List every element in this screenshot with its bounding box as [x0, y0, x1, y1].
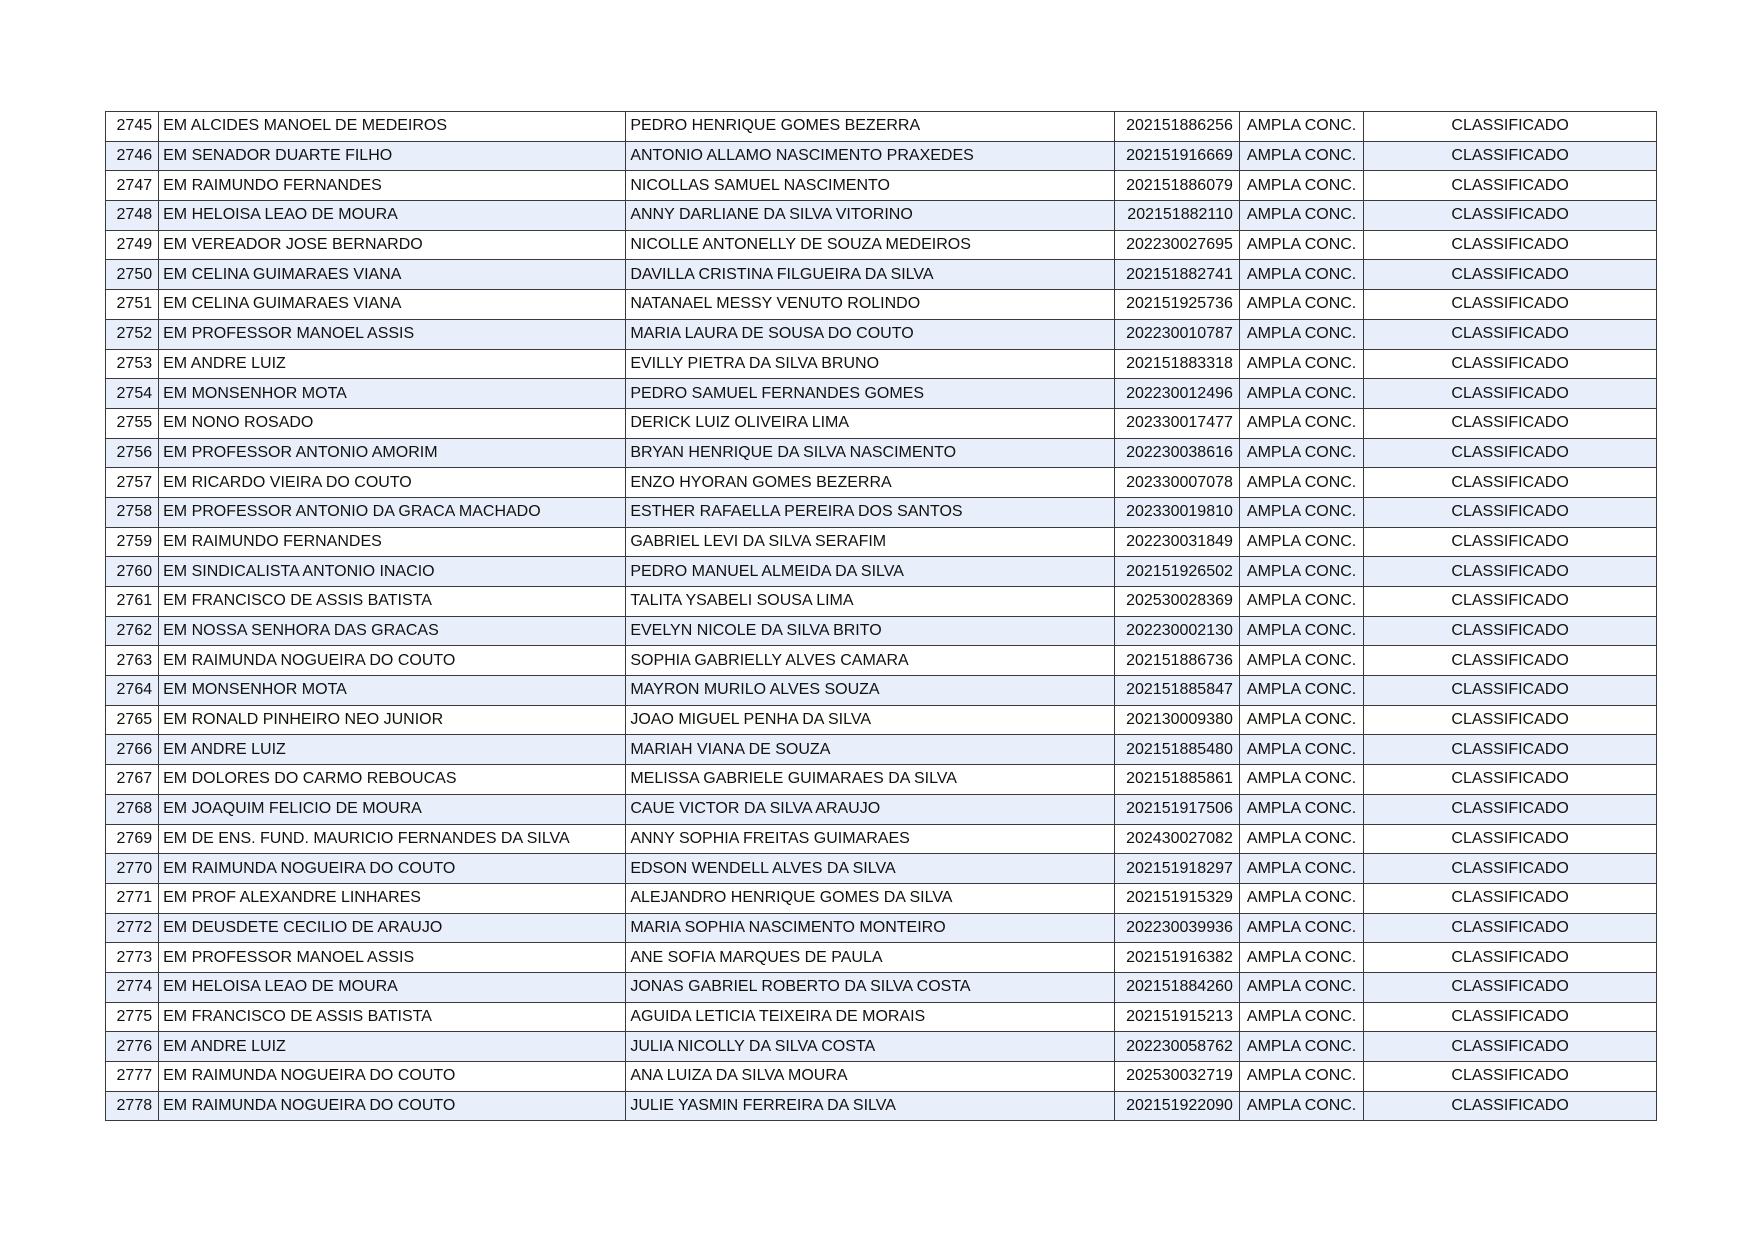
student-name: ANNY SOPHIA FREITAS GUIMARAES: [626, 824, 1114, 854]
student-name: MAYRON MURILO ALVES SOUZA: [626, 676, 1114, 706]
registration-number: 202230027695: [1114, 230, 1239, 260]
student-name: ENZO HYORAN GOMES BEZERRA: [626, 468, 1114, 498]
status-text: CLASSIFICADO: [1364, 349, 1657, 379]
registration-number: 202151882741: [1114, 260, 1239, 290]
row-number: 2761: [106, 587, 159, 617]
school-name: EM RONALD PINHEIRO NEO JUNIOR: [159, 705, 626, 735]
school-name: EM SENADOR DUARTE FILHO: [159, 141, 626, 171]
student-name: JONAS GABRIEL ROBERTO DA SILVA COSTA: [626, 972, 1114, 1002]
school-name: EM NOSSA SENHORA DAS GRACAS: [159, 616, 626, 646]
table-row: [106, 497, 1657, 527]
school-name: EM NONO ROSADO: [159, 408, 626, 438]
quota-type: AMPLA CONC.: [1239, 705, 1363, 735]
registration-number: 202330007078: [1114, 468, 1239, 498]
status-text: CLASSIFICADO: [1364, 557, 1657, 587]
registration-number: 202151885480: [1114, 735, 1239, 765]
student-name: JULIE YASMIN FERREIRA DA SILVA: [626, 1091, 1114, 1121]
table-row: [106, 349, 1657, 379]
quota-type: AMPLA CONC.: [1239, 557, 1363, 587]
student-name: PEDRO SAMUEL FERNANDES GOMES: [626, 379, 1114, 409]
student-name: CAUE VICTOR DA SILVA ARAUJO: [626, 794, 1114, 824]
quota-type: AMPLA CONC.: [1239, 854, 1363, 884]
registration-number: 202230010787: [1114, 319, 1239, 349]
school-name: EM CELINA GUIMARAES VIANA: [159, 260, 626, 290]
quota-type: AMPLA CONC.: [1239, 765, 1363, 795]
table-row: [106, 705, 1657, 735]
school-name: EM DEUSDETE CECILIO DE ARAUJO: [159, 913, 626, 943]
table-row: [106, 972, 1657, 1002]
table-row: [106, 527, 1657, 557]
status-text: CLASSIFICADO: [1364, 112, 1657, 142]
registration-number: 202151916382: [1114, 943, 1239, 973]
table-row: [106, 1032, 1657, 1062]
quota-type: AMPLA CONC.: [1239, 794, 1363, 824]
table-row: [106, 379, 1657, 409]
quota-type: AMPLA CONC.: [1239, 1091, 1363, 1121]
school-name: EM PROFESSOR MANOEL ASSIS: [159, 943, 626, 973]
school-name: EM MONSENHOR MOTA: [159, 676, 626, 706]
row-number: 2772: [106, 913, 159, 943]
status-text: CLASSIFICADO: [1364, 171, 1657, 201]
quota-type: AMPLA CONC.: [1239, 438, 1363, 468]
row-number: 2745: [106, 112, 159, 142]
table-row: [106, 735, 1657, 765]
school-name: EM HELOISA LEAO DE MOURA: [159, 201, 626, 231]
row-number: 2763: [106, 646, 159, 676]
student-name: ANE SOFIA MARQUES DE PAULA: [626, 943, 1114, 973]
status-text: CLASSIFICADO: [1364, 1062, 1657, 1092]
row-number: 2768: [106, 794, 159, 824]
registration-number: 202151925736: [1114, 290, 1239, 320]
registration-number: 202151915329: [1114, 883, 1239, 913]
status-text: CLASSIFICADO: [1364, 735, 1657, 765]
registration-number: 202330017477: [1114, 408, 1239, 438]
row-number: 2754: [106, 379, 159, 409]
quota-type: AMPLA CONC.: [1239, 1002, 1363, 1032]
table-row: [106, 1091, 1657, 1121]
row-number: 2759: [106, 527, 159, 557]
school-name: EM ANDRE LUIZ: [159, 1032, 626, 1062]
status-text: CLASSIFICADO: [1364, 260, 1657, 290]
quota-type: AMPLA CONC.: [1239, 616, 1363, 646]
table-row: [106, 201, 1657, 231]
quota-type: AMPLA CONC.: [1239, 171, 1363, 201]
quota-type: AMPLA CONC.: [1239, 883, 1363, 913]
table-row: [106, 557, 1657, 587]
status-text: CLASSIFICADO: [1364, 854, 1657, 884]
row-number: 2764: [106, 676, 159, 706]
row-number: 2765: [106, 705, 159, 735]
status-text: CLASSIFICADO: [1364, 408, 1657, 438]
registration-number: 202230031849: [1114, 527, 1239, 557]
registration-number: 202151886079: [1114, 171, 1239, 201]
registration-number: 202151922090: [1114, 1091, 1239, 1121]
table-row: [106, 913, 1657, 943]
row-number: 2776: [106, 1032, 159, 1062]
school-name: EM ANDRE LUIZ: [159, 735, 626, 765]
school-name: EM HELOISA LEAO DE MOURA: [159, 972, 626, 1002]
registration-number: 202151915213: [1114, 1002, 1239, 1032]
student-name: TALITA YSABELI SOUSA LIMA: [626, 587, 1114, 617]
school-name: EM RAIMUNDA NOGUEIRA DO COUTO: [159, 1091, 626, 1121]
registration-number: 202151918297: [1114, 854, 1239, 884]
registration-number: 202151884260: [1114, 972, 1239, 1002]
quota-type: AMPLA CONC.: [1239, 379, 1363, 409]
quota-type: AMPLA CONC.: [1239, 468, 1363, 498]
status-text: CLASSIFICADO: [1364, 883, 1657, 913]
school-name: EM ANDRE LUIZ: [159, 349, 626, 379]
student-name: PEDRO HENRIQUE GOMES BEZERRA: [626, 112, 1114, 142]
row-number: 2777: [106, 1062, 159, 1092]
status-text: CLASSIFICADO: [1364, 765, 1657, 795]
status-text: CLASSIFICADO: [1364, 705, 1657, 735]
table-row: [106, 171, 1657, 201]
status-text: CLASSIFICADO: [1364, 913, 1657, 943]
student-name: ANTONIO ALLAMO NASCIMENTO PRAXEDES: [626, 141, 1114, 171]
school-name: EM JOAQUIM FELICIO DE MOURA: [159, 794, 626, 824]
status-text: CLASSIFICADO: [1364, 616, 1657, 646]
table-row: [106, 112, 1657, 142]
quota-type: AMPLA CONC.: [1239, 676, 1363, 706]
row-number: 2775: [106, 1002, 159, 1032]
student-name: MARIA LAURA DE SOUSA DO COUTO: [626, 319, 1114, 349]
quota-type: AMPLA CONC.: [1239, 230, 1363, 260]
school-name: EM DOLORES DO CARMO REBOUCAS: [159, 765, 626, 795]
status-text: CLASSIFICADO: [1364, 230, 1657, 260]
table-row: [106, 290, 1657, 320]
school-name: EM MONSENHOR MOTA: [159, 379, 626, 409]
row-number: 2766: [106, 735, 159, 765]
table-row: [106, 468, 1657, 498]
school-name: EM SINDICALISTA ANTONIO INACIO: [159, 557, 626, 587]
status-text: CLASSIFICADO: [1364, 1002, 1657, 1032]
school-name: EM RAIMUNDO FERNANDES: [159, 527, 626, 557]
row-number: 2769: [106, 824, 159, 854]
registration-number: 202151916669: [1114, 141, 1239, 171]
school-name: EM PROF ALEXANDRE LINHARES: [159, 883, 626, 913]
status-text: CLASSIFICADO: [1364, 1032, 1657, 1062]
registration-number: 202530032719: [1114, 1062, 1239, 1092]
student-name: ANNY DARLIANE DA SILVA VITORINO: [626, 201, 1114, 231]
table-row: [106, 230, 1657, 260]
quota-type: AMPLA CONC.: [1239, 527, 1363, 557]
registration-number: 202151882110: [1114, 201, 1239, 231]
row-number: 2752: [106, 319, 159, 349]
table-row: [106, 824, 1657, 854]
registration-number: 202151926502: [1114, 557, 1239, 587]
quota-type: AMPLA CONC.: [1239, 112, 1363, 142]
row-number: 2749: [106, 230, 159, 260]
quota-type: AMPLA CONC.: [1239, 943, 1363, 973]
student-name: AGUIDA LETICIA TEIXEIRA DE MORAIS: [626, 1002, 1114, 1032]
status-text: CLASSIFICADO: [1364, 794, 1657, 824]
status-text: CLASSIFICADO: [1364, 319, 1657, 349]
student-name: GABRIEL LEVI DA SILVA SERAFIM: [626, 527, 1114, 557]
school-name: EM FRANCISCO DE ASSIS BATISTA: [159, 1002, 626, 1032]
table-row: [106, 646, 1657, 676]
status-text: CLASSIFICADO: [1364, 676, 1657, 706]
table-row: [106, 616, 1657, 646]
status-text: CLASSIFICADO: [1364, 201, 1657, 231]
row-number: 2751: [106, 290, 159, 320]
school-name: EM ALCIDES MANOEL DE MEDEIROS: [159, 112, 626, 142]
row-number: 2770: [106, 854, 159, 884]
table-row: [106, 1062, 1657, 1092]
row-number: 2748: [106, 201, 159, 231]
student-name: ESTHER RAFAELLA PEREIRA DOS SANTOS: [626, 497, 1114, 527]
status-text: CLASSIFICADO: [1364, 972, 1657, 1002]
registration-number: 202330019810: [1114, 497, 1239, 527]
registration-number: 202230039936: [1114, 913, 1239, 943]
registration-number: 202151886256: [1114, 112, 1239, 142]
student-name: NATANAEL MESSY VENUTO ROLINDO: [626, 290, 1114, 320]
row-number: 2747: [106, 171, 159, 201]
quota-type: AMPLA CONC.: [1239, 824, 1363, 854]
row-number: 2746: [106, 141, 159, 171]
row-number: 2750: [106, 260, 159, 290]
school-name: EM RICARDO VIEIRA DO COUTO: [159, 468, 626, 498]
quota-type: AMPLA CONC.: [1239, 1032, 1363, 1062]
registration-number: 202151917506: [1114, 794, 1239, 824]
school-name: EM RAIMUNDA NOGUEIRA DO COUTO: [159, 646, 626, 676]
school-name: EM PROFESSOR ANTONIO AMORIM: [159, 438, 626, 468]
row-number: 2773: [106, 943, 159, 973]
school-name: EM PROFESSOR MANOEL ASSIS: [159, 319, 626, 349]
student-name: ALEJANDRO HENRIQUE GOMES DA SILVA: [626, 883, 1114, 913]
registration-number: 202430027082: [1114, 824, 1239, 854]
school-name: EM RAIMUNDA NOGUEIRA DO COUTO: [159, 1062, 626, 1092]
table-row: [106, 438, 1657, 468]
quota-type: AMPLA CONC.: [1239, 913, 1363, 943]
row-number: 2756: [106, 438, 159, 468]
quota-type: AMPLA CONC.: [1239, 141, 1363, 171]
quota-type: AMPLA CONC.: [1239, 646, 1363, 676]
student-name: NICOLLE ANTONELLY DE SOUZA MEDEIROS: [626, 230, 1114, 260]
quota-type: AMPLA CONC.: [1239, 497, 1363, 527]
table-row: [106, 408, 1657, 438]
student-name: EDSON WENDELL ALVES DA SILVA: [626, 854, 1114, 884]
student-name: NICOLLAS SAMUEL NASCIMENTO: [626, 171, 1114, 201]
status-text: CLASSIFICADO: [1364, 379, 1657, 409]
row-number: 2758: [106, 497, 159, 527]
table-row: [106, 1002, 1657, 1032]
school-name: EM FRANCISCO DE ASSIS BATISTA: [159, 587, 626, 617]
student-name: PEDRO MANUEL ALMEIDA DA SILVA: [626, 557, 1114, 587]
school-name: EM RAIMUNDO FERNANDES: [159, 171, 626, 201]
school-name: EM DE ENS. FUND. MAURICIO FERNANDES DA SILVA: [159, 824, 626, 854]
status-text: CLASSIFICADO: [1364, 943, 1657, 973]
results-table-body: [106, 112, 1657, 1121]
quota-type: AMPLA CONC.: [1239, 587, 1363, 617]
student-name: EVELYN NICOLE DA SILVA BRITO: [626, 616, 1114, 646]
registration-number: 202230002130: [1114, 616, 1239, 646]
quota-type: AMPLA CONC.: [1239, 735, 1363, 765]
quota-type: AMPLA CONC.: [1239, 1062, 1363, 1092]
table-row: [106, 854, 1657, 884]
student-name: ANA LUIZA DA SILVA MOURA: [626, 1062, 1114, 1092]
status-text: CLASSIFICADO: [1364, 497, 1657, 527]
registration-number: 202230012496: [1114, 379, 1239, 409]
student-name: JOAO MIGUEL PENHA DA SILVA: [626, 705, 1114, 735]
student-name: JULIA NICOLLY DA SILVA COSTA: [626, 1032, 1114, 1062]
table-row: [106, 141, 1657, 171]
student-name: MARIAH VIANA DE SOUZA: [626, 735, 1114, 765]
table-row: [106, 676, 1657, 706]
registration-number: 202151883318: [1114, 349, 1239, 379]
table-row: [106, 794, 1657, 824]
status-text: CLASSIFICADO: [1364, 468, 1657, 498]
table-row: [106, 765, 1657, 795]
status-text: CLASSIFICADO: [1364, 587, 1657, 617]
table-row: [106, 260, 1657, 290]
quota-type: AMPLA CONC.: [1239, 319, 1363, 349]
status-text: CLASSIFICADO: [1364, 646, 1657, 676]
school-name: EM PROFESSOR ANTONIO DA GRACA MACHADO: [159, 497, 626, 527]
quota-type: AMPLA CONC.: [1239, 290, 1363, 320]
quota-type: AMPLA CONC.: [1239, 972, 1363, 1002]
status-text: CLASSIFICADO: [1364, 1091, 1657, 1121]
table-row: [106, 943, 1657, 973]
registration-number: 202130009380: [1114, 705, 1239, 735]
student-name: SOPHIA GABRIELLY ALVES CAMARA: [626, 646, 1114, 676]
row-number: 2774: [106, 972, 159, 1002]
quota-type: AMPLA CONC.: [1239, 408, 1363, 438]
quota-type: AMPLA CONC.: [1239, 349, 1363, 379]
registration-number: 202151886736: [1114, 646, 1239, 676]
quota-type: AMPLA CONC.: [1239, 260, 1363, 290]
registration-number: 202230038616: [1114, 438, 1239, 468]
row-number: 2771: [106, 883, 159, 913]
student-name: DAVILLA CRISTINA FILGUEIRA DA SILVA: [626, 260, 1114, 290]
status-text: CLASSIFICADO: [1364, 290, 1657, 320]
school-name: EM RAIMUNDA NOGUEIRA DO COUTO: [159, 854, 626, 884]
status-text: CLASSIFICADO: [1364, 141, 1657, 171]
table-row: [106, 587, 1657, 617]
row-number: 2778: [106, 1091, 159, 1121]
student-name: MELISSA GABRIELE GUIMARAES DA SILVA: [626, 765, 1114, 795]
table-row: [106, 319, 1657, 349]
student-name: MARIA SOPHIA NASCIMENTO MONTEIRO: [626, 913, 1114, 943]
school-name: EM CELINA GUIMARAES VIANA: [159, 290, 626, 320]
row-number: 2760: [106, 557, 159, 587]
school-name: EM VEREADOR JOSE BERNARDO: [159, 230, 626, 260]
student-name: EVILLY PIETRA DA SILVA BRUNO: [626, 349, 1114, 379]
row-number: 2753: [106, 349, 159, 379]
row-number: 2767: [106, 765, 159, 795]
status-text: CLASSIFICADO: [1364, 824, 1657, 854]
registration-number: 202530028369: [1114, 587, 1239, 617]
registration-number: 202151885847: [1114, 676, 1239, 706]
row-number: 2762: [106, 616, 159, 646]
registration-number: 202151885861: [1114, 765, 1239, 795]
status-text: CLASSIFICADO: [1364, 438, 1657, 468]
quota-type: AMPLA CONC.: [1239, 201, 1363, 231]
table-row: [106, 883, 1657, 913]
student-name: BRYAN HENRIQUE DA SILVA NASCIMENTO: [626, 438, 1114, 468]
student-name: DERICK LUIZ OLIVEIRA LIMA: [626, 408, 1114, 438]
status-text: CLASSIFICADO: [1364, 527, 1657, 557]
row-number: 2755: [106, 408, 159, 438]
results-table: [105, 111, 1657, 1121]
row-number: 2757: [106, 468, 159, 498]
registration-number: 202230058762: [1114, 1032, 1239, 1062]
